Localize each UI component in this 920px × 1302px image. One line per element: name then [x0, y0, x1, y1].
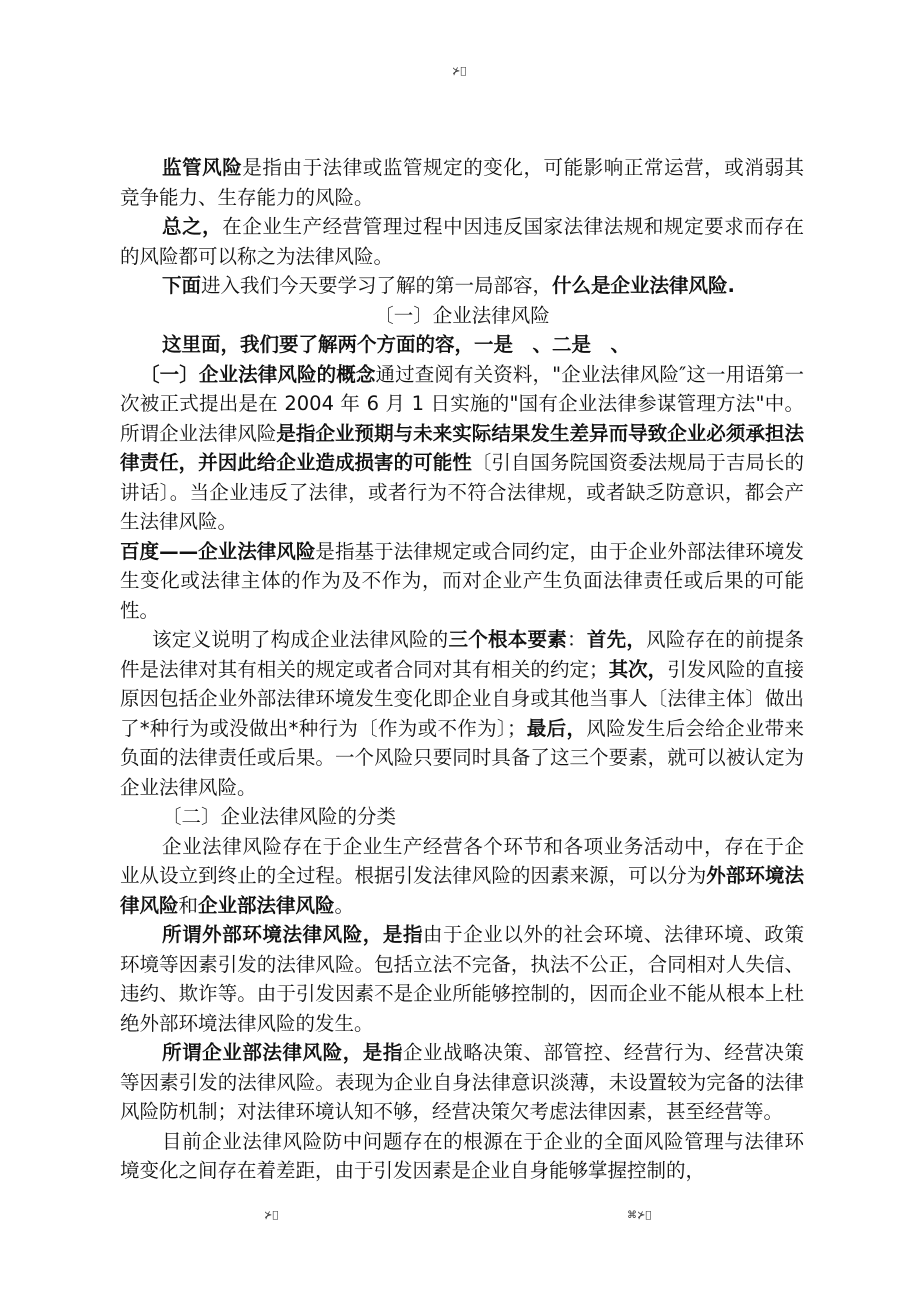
term-internal-risk: 所谓企业部法律风险，是指	[162, 1041, 403, 1064]
paragraph-classification	[120, 832, 804, 921]
paragraph-text: 企业战略决策、部管控、经营行为、经营决策等因素引发的法律风险。表现为企业自身法律意识淡薄，未设置较为完备的法律风险防机制；对法律环境认知不够，经营决策欠考虑法律因素，甚至经营等。	[120, 1041, 804, 1123]
paragraph-root-cause: 目前企业法律风险防中问题存在的根源在于企业的全面风险管理与法律环境变化之间存在着差距，由于引发因素是企业自身能够掌握控制的，	[120, 1129, 804, 1182]
second-label: 其次，	[608, 657, 668, 681]
paragraph-text: 是指基于法律规定或合同约定，由于企业外部法律环境发生变化或法律主体的作为及不作为，而对企业产生负面法律责任或后果的可能性。	[120, 539, 804, 622]
term-baidu: 百度——企业法律风险	[120, 539, 316, 563]
term-external-risk: 所谓外部环境法律风险，是指	[162, 923, 424, 946]
paragraph-summary	[120, 212, 804, 271]
paragraph-internal-risk	[120, 1038, 804, 1127]
external-risk-term: 外部环境法律风险	[120, 864, 804, 917]
paragraph-text: 进入我们今天要学习了解的第一局部容，	[201, 274, 553, 297]
lead-word: 下面	[162, 274, 202, 297]
paragraph-text: 风险存在的前提条件是法律对其有相关的规定或者合同对其有相关的约定；	[120, 628, 804, 681]
paragraph-text: ：	[567, 628, 587, 651]
page-mark-top: ⊁⃝	[452, 66, 467, 77]
paragraph-text: 风险发生后会给企业带来负面的法律责任或后果。一个风险只要同时具备了这三个要素，就可以被认定为企业法律风险。	[120, 716, 804, 799]
term-summary: 总之，	[162, 215, 223, 238]
paragraph-text: 该定义说明了构成企业法律风险的	[152, 628, 449, 651]
last-label: 最后，	[526, 716, 587, 740]
term-concept: 〔一〕企业法律风险的概念	[140, 362, 376, 386]
paragraph-text: 由于企业以外的社会环境、法律环境、政策环境等因素引发的法律风险。包括立法不完备，执法不公正，合同相对人失信、违约、欺诈等。由于引发因素不是企业所能够控制的，因而企业不能从根本上杜绝外部环境法律风险的发生。	[120, 923, 804, 1035]
paragraph-text: 〔引自国务院国资委法规局于吉局长的讲话〕。当企业违反了法律，或者行为不符合法律规，或者缺乏防意识，都会产生法律风险。	[120, 451, 804, 533]
term-regulatory-risk: 监管风险	[162, 156, 243, 179]
section-heading-2: 〔二〕企业法律风险的分类	[162, 805, 397, 828]
paragraph-external-risk	[120, 920, 804, 1038]
paragraph-text: 在企业生产经营管理过程中因违反国家法律法规和规定要求而存在的风险都可以称之为法律风险。	[120, 215, 804, 268]
concept-definition: 是指企业预期与未来实际结果发生差异而导致企业必须承担法律责任，并因此给企业造成损害的可能性	[120, 421, 804, 474]
page-mark-bottom-right: ⌘⊁⃝	[627, 1210, 652, 1221]
paragraph-baidu-definition	[120, 537, 804, 626]
paragraph-three-elements	[120, 625, 804, 802]
paragraph-text: 是指由于法律或监管规定的变化，可能影响正常运营，或消弱其竞争能力、生存能力的风险。	[120, 156, 804, 209]
paragraph-text: 企业法律风险存在于企业生产经营各个环节和各项业务活动中，存在于企业从设立到终止的全过程。根据引发法律风险的因素来源，可以分为	[120, 834, 804, 887]
internal-risk-term: 企业部法律风险	[198, 893, 335, 917]
intro-emphasis: 什么是企业法律风险.	[552, 274, 735, 297]
paragraph-text: 和	[178, 893, 199, 917]
paragraph-text: 。	[334, 893, 355, 917]
paragraph-regulatory-risk	[120, 153, 804, 212]
three-elements-term: 三个根本要素	[448, 628, 568, 651]
first-label: 首先，	[586, 628, 647, 651]
paragraph-two-aspects: 这里面，我们要了解两个方面的容，一是 、二是 、	[162, 333, 631, 356]
document-body	[120, 153, 804, 1186]
section-heading-1: 〔一〕企业法律风险	[374, 303, 550, 327]
paragraph-intro	[120, 271, 804, 301]
paragraph-text: 引发风险的直接原因包括企业外部法律环境发生变化即企业自身或其他当事人〔法律主体〕做出了*种行为或没做出*种行为〔作为或不作为〕；	[120, 657, 804, 740]
page-mark-bottom-left: ⊁⃝	[264, 1210, 279, 1221]
paragraph-concept	[120, 360, 804, 537]
paragraph-text: 通过查阅有关资料，"企业法律风险″这一用语第一次被正式提出是在 2004 年 6 月 1 日实施的"国有企业法律参谋管理方法"中。所谓企业法律风险	[120, 362, 804, 445]
